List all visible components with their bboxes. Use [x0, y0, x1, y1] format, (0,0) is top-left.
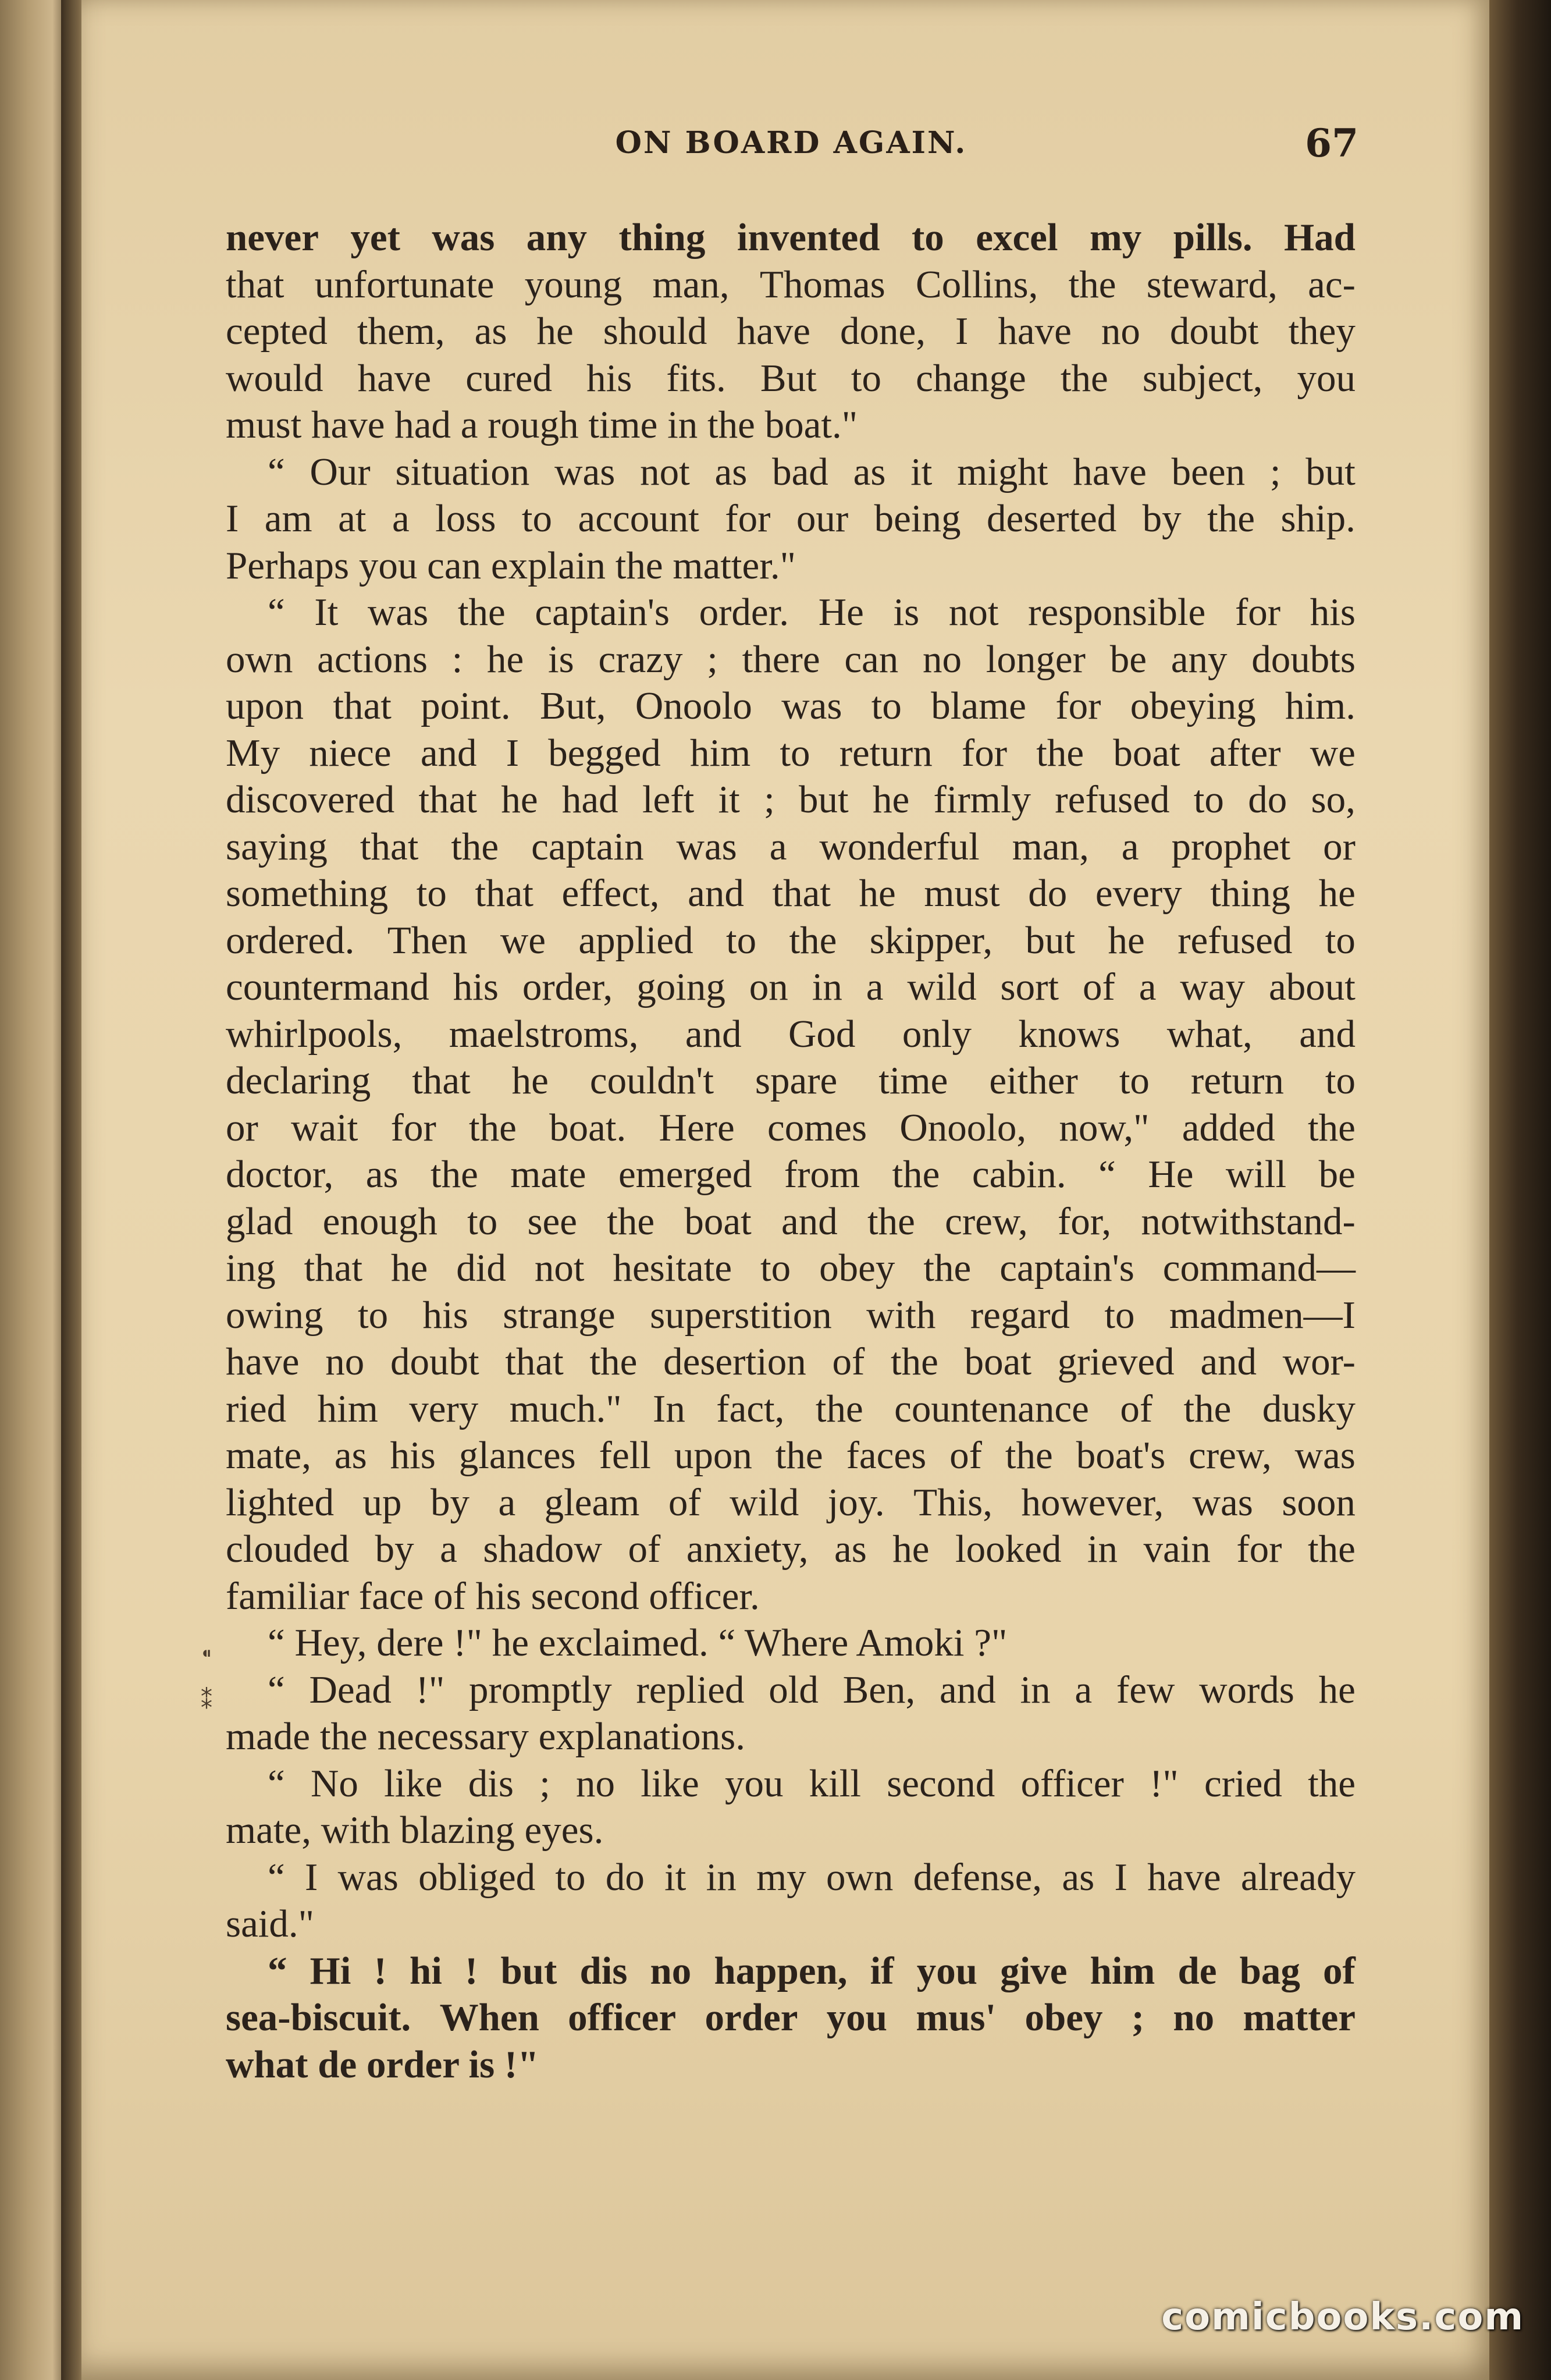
margin-mark: ⁑ [201, 1688, 212, 1714]
text-line: “ No like dis ; no like you kill second officer !" cried the [268, 1761, 1356, 1805]
text-line: mate, with blazing eyes. [226, 1809, 604, 1852]
text-line: doctor, as the mate emerged from the cabin. “ He will be [226, 1153, 1356, 1196]
text-line: I am at a loss to account for our being deserted by the ship. [226, 497, 1356, 540]
text-line: saying that the captain was a wonderful man, a prophet or [226, 825, 1356, 868]
text-line: something to that effect, and that he must do every thing he [226, 872, 1356, 915]
text-line: upon that point. But, Onoolo was to blame for obeying him. [226, 684, 1356, 727]
text-line: countermand his order, going on in a wild sort of a way about [226, 965, 1356, 1008]
text-line: ing that he did not hesitate to obey the captain's command— [226, 1246, 1356, 1290]
text-line: mate, as his glances fell upon the faces of the boat's crew, was [226, 1434, 1356, 1477]
text-line: own actions : he is crazy ; there can no longer be any doubts [226, 637, 1356, 681]
text-line: would have cured his fits. But to change the subject, you [226, 356, 1356, 400]
watermark-logo: comicbooks.com [1161, 2296, 1524, 2339]
text-line: clouded by a shadow of anxiety, as he looked in vain for the [226, 1528, 1356, 1571]
text-line: ried him very much." In fact, the countenance of the dusky [226, 1387, 1356, 1430]
text-line: must have had a rough time in the boat." [226, 403, 858, 446]
text-line: “ Hi ! hi ! but dis no happen, if you give him de bag of [268, 1949, 1356, 1992]
text-line: Perhaps you can explain the matter." [226, 544, 796, 587]
text-line: glad enough to see the boat and the crew, for, notwithstand- [226, 1199, 1356, 1243]
text-line: “ I was obliged to do it in my own defense, as I have already [268, 1855, 1356, 1899]
text-line: made the necessary explanations. [226, 1715, 745, 1758]
text-line: have no doubt that the desertion of the boat grieved and wor- [226, 1340, 1356, 1383]
text-line: never yet was any thing invented to excel my pills. Had [226, 216, 1356, 259]
text-line: “ Our situation was not as bad as it might have been ; but [268, 450, 1356, 493]
text-line: “ Dead !" promptly replied old Ben, and in a few words he [268, 1668, 1356, 1711]
text-line: what de order is !" [226, 2042, 539, 2086]
text-line: cepted them, as he should have done, I have no doubt they [226, 310, 1356, 353]
text-line: whirlpools, maelstroms, and God only knows what, and [226, 1012, 1356, 1056]
body-text [226, 214, 1356, 2088]
text-line: declaring that he couldn't spare time either to return to [226, 1059, 1356, 1102]
page-number: 67 [1305, 120, 1358, 166]
text-line: or wait for the boat. Here comes Onoolo, now," added the [226, 1106, 1356, 1149]
text-line: that unfortunate young man, Thomas Collins, the steward, ac- [226, 262, 1356, 306]
text-line: sea-biscuit. When officer order you mus' obey ; no matter [226, 1996, 1356, 2039]
text-line: discovered that he had left it ; but he firmly refused to do so, [226, 778, 1356, 821]
text-line: “ It was the captain's order. He is not responsible for his [268, 591, 1356, 634]
text-line: familiar face of his second officer. [226, 1574, 760, 1618]
text-line: My niece and I begged him to return for the boat after we [226, 731, 1356, 775]
running-head-title: ON BOARD AGAIN. [615, 125, 967, 161]
text-line: “ Hey, dere !" he exclaimed. “ Where Amoki ?" [268, 1621, 1008, 1664]
text-line: said." [226, 1902, 315, 1945]
running-head [0, 120, 1551, 172]
margin-mark: ⁌ [201, 1641, 212, 1668]
text-line: ordered. Then we applied to the skipper, but he refused to [226, 918, 1356, 962]
text-line: owing to his strange superstition with regard to madmen—I [226, 1293, 1356, 1337]
page-right-edge [1489, 0, 1551, 2380]
previous-page-edge [0, 0, 70, 2380]
text-line: lighted up by a gleam of wild joy. This, however, was soon [226, 1480, 1356, 1524]
